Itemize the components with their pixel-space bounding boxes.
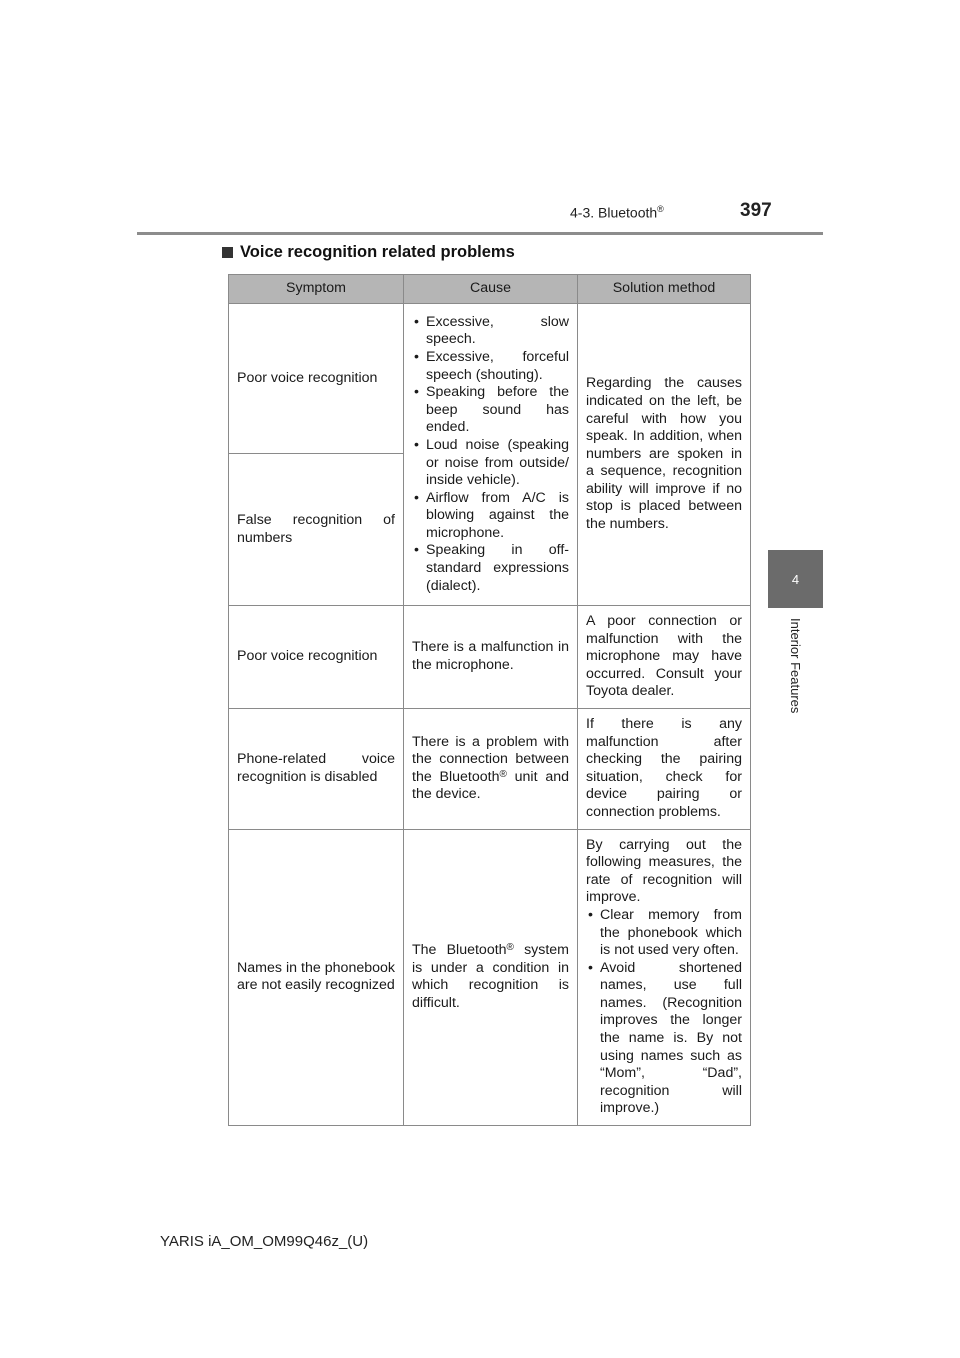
column-header-cause: Cause bbox=[404, 275, 578, 304]
solution-cell bbox=[578, 829, 751, 1126]
symptom-cell: Names in the phonebook are not easily recognized bbox=[229, 829, 404, 1126]
running-header bbox=[570, 204, 664, 228]
column-header-solution: Solution method bbox=[578, 275, 751, 304]
document-footer: YARIS iA_OM_OM99Q46z_(U) bbox=[160, 1233, 369, 1250]
symptom-cell: False recognition of numbers bbox=[229, 454, 404, 606]
list-item: • Speaking before the beep sound has ended. bbox=[412, 384, 569, 437]
solution-cell: If there is any malfunction after checking the pairing situation, check for device pairing or connection problems. bbox=[578, 708, 751, 829]
list-item: • Excessive, forceful speech (shouting). bbox=[412, 349, 569, 384]
list-item: • Excessive, slow speech. bbox=[412, 314, 569, 349]
symptom-cell: Poor voice recognition bbox=[229, 606, 404, 709]
section-heading bbox=[222, 243, 515, 262]
solution-cell: Regarding the causes indicated on the left, be careful with how you speak. In addition, when numbers are spoken in a sequence, recognition ability will improve if no stop is placed between the numbers. bbox=[578, 304, 751, 606]
symptom-cell: Poor voice recognition bbox=[229, 304, 404, 454]
solution-intro: By carrying out the following measures, the rate of recognition will improve. bbox=[586, 836, 742, 906]
square-bullet-icon bbox=[222, 247, 233, 258]
table-row bbox=[229, 606, 751, 709]
chapter-tab bbox=[768, 550, 823, 608]
symptom-cell: Phone-related voice recognition is disabled bbox=[229, 708, 404, 829]
table-row bbox=[229, 708, 751, 829]
column-header-symptom: Symptom bbox=[229, 275, 404, 304]
table-header-row bbox=[229, 275, 751, 304]
chapter-number: 4 bbox=[791, 571, 800, 587]
cause-cell: There is a malfunction in the microphone. bbox=[404, 606, 578, 709]
section-label: 4-3. Bluetooth® bbox=[570, 204, 664, 221]
table-row bbox=[229, 829, 751, 1126]
list-item: • Loud noise (speaking or noise from outside/ inside vehicle). bbox=[412, 437, 569, 490]
cause-cell: There is a problem with the connection between the Bluetooth® unit and the device. bbox=[404, 708, 578, 829]
list-item: • Avoid shortened names, use full names. (Recognition improves the longer the name is. By not using names such as “Mom”, “Dad”, recognition will improve.) bbox=[586, 960, 742, 1118]
troubleshooting-table bbox=[228, 274, 751, 1126]
cause-list bbox=[412, 314, 569, 596]
solution-cell: A poor connection or malfunction with the microphone may have occurred. Consult your Toyota dealer. bbox=[578, 606, 751, 709]
header-rule bbox=[137, 232, 823, 235]
chapter-title: Interior Features bbox=[788, 618, 803, 714]
solution-list bbox=[586, 907, 742, 1118]
cause-cell bbox=[404, 304, 578, 606]
page-number: 397 bbox=[740, 200, 772, 221]
table-row bbox=[229, 304, 751, 454]
list-item: • Clear memory from the phonebook which is not used very often. bbox=[586, 907, 742, 960]
list-item: • Speaking in off-standard expressions (dialect). bbox=[412, 542, 569, 595]
section-heading-text: Voice recognition related problems bbox=[240, 243, 515, 261]
chapter-title-area bbox=[768, 608, 823, 728]
cause-cell: The Bluetooth® system is under a condition in which recognition is difficult. bbox=[404, 829, 578, 1126]
list-item: • Airflow from A/C is blowing against the microphone. bbox=[412, 490, 569, 543]
